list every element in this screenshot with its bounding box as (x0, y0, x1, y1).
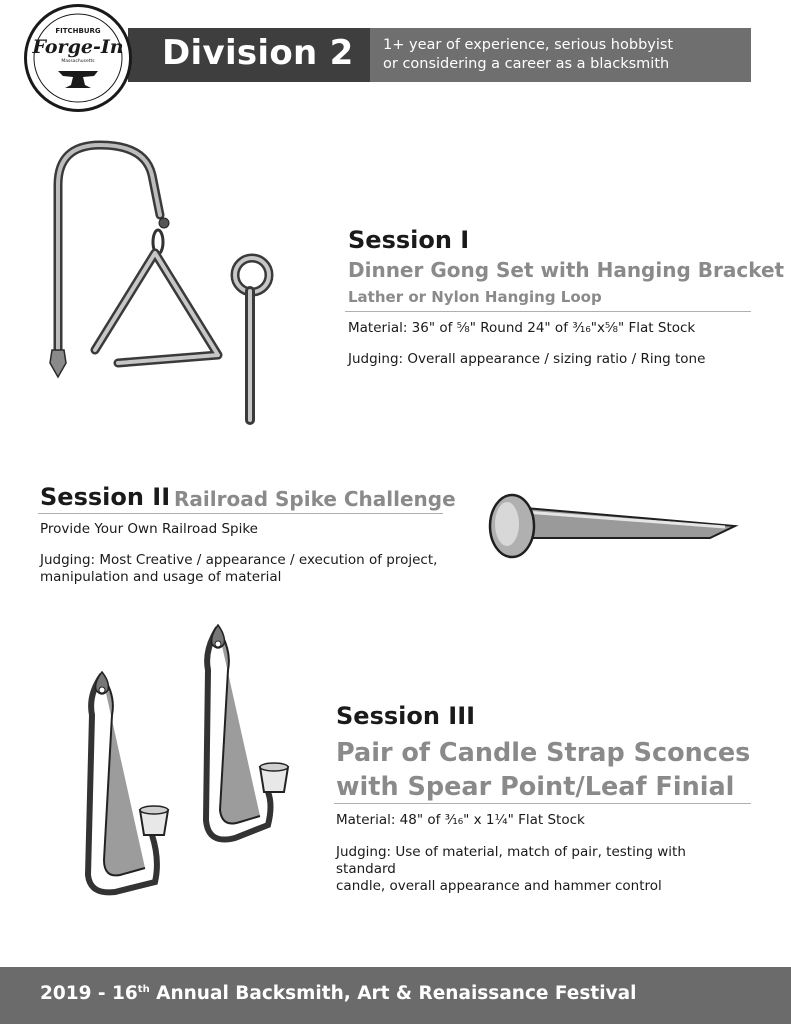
right-sconce (206, 625, 288, 840)
session3-material: Material: 48" of ³⁄₁₆" x 1¼" Flat Stock (336, 812, 585, 828)
session2-title: Session II (40, 483, 171, 511)
session2-judging (40, 552, 450, 586)
session2-subtitle: Railroad Spike Challenge (174, 487, 456, 511)
gong-triangle (95, 253, 218, 363)
header-subtitle (383, 36, 743, 74)
session1-subtitle2: Lather or Nylon Hanging Loop (348, 288, 602, 306)
footer-suffix: Annual Backsmith, Art & Renaissance Festival (149, 983, 637, 1004)
session3-subtitle (336, 736, 756, 804)
session1-judging: Judging: Overall appearance / sizing ratio / Ring tone (348, 351, 706, 367)
logo-name: Forge-In (32, 36, 124, 58)
session3-judging (336, 844, 746, 895)
footer-prefix: 2019 - 16 (40, 983, 138, 1004)
left-sconce (88, 672, 168, 892)
footer-ordinal: th (137, 983, 150, 995)
anvil-icon (27, 7, 129, 109)
logo-state: Massachusetts (61, 59, 95, 64)
session2-judging-line2: manipulation and usage of material (40, 569, 282, 585)
bracket-spear-tip (50, 350, 66, 377)
session3-judging-line2: candle, overall appearance and hammer control (336, 878, 662, 894)
session1-title: Session I (348, 226, 470, 254)
session2-provide: Provide Your Own Railroad Spike (40, 521, 258, 537)
spike-shank (525, 508, 735, 538)
railroad-spike-illustration (485, 488, 745, 568)
forge-in-logo (24, 4, 132, 112)
session1-material: Material: 36" of ⅝" Round 24" of ³⁄₁₆"x⅝" Flat Stock (348, 320, 696, 336)
candle-sconces-illustration (60, 620, 290, 910)
session1-divider (345, 311, 751, 312)
footer-text (40, 983, 636, 1004)
session3-subtitle-line2: with Spear Point/Leaf Finial (336, 772, 735, 802)
header-subtitle-line2: or considering a career as a blacksmith (383, 56, 670, 72)
session1-subtitle: Dinner Gong Set with Hanging Bracket (348, 258, 785, 282)
session2-divider (38, 513, 443, 514)
session3-subtitle-line1: Pair of Candle Strap Sconces (336, 738, 751, 768)
header-subtitle-line1: 1+ year of experience, serious hobbyist (383, 37, 674, 53)
session3-divider (334, 803, 751, 804)
dinner-gong-illustration (40, 135, 300, 435)
page-title: Division 2 (162, 33, 354, 73)
session3-judging-line1: Judging: Use of material, match of pair, testing with standard (336, 844, 686, 877)
session2-judging-line1: Judging: Most Creative / appearance / execution of project, (40, 552, 438, 568)
session3-title: Session III (336, 702, 476, 730)
logo-city: FITCHBURG (55, 27, 101, 35)
